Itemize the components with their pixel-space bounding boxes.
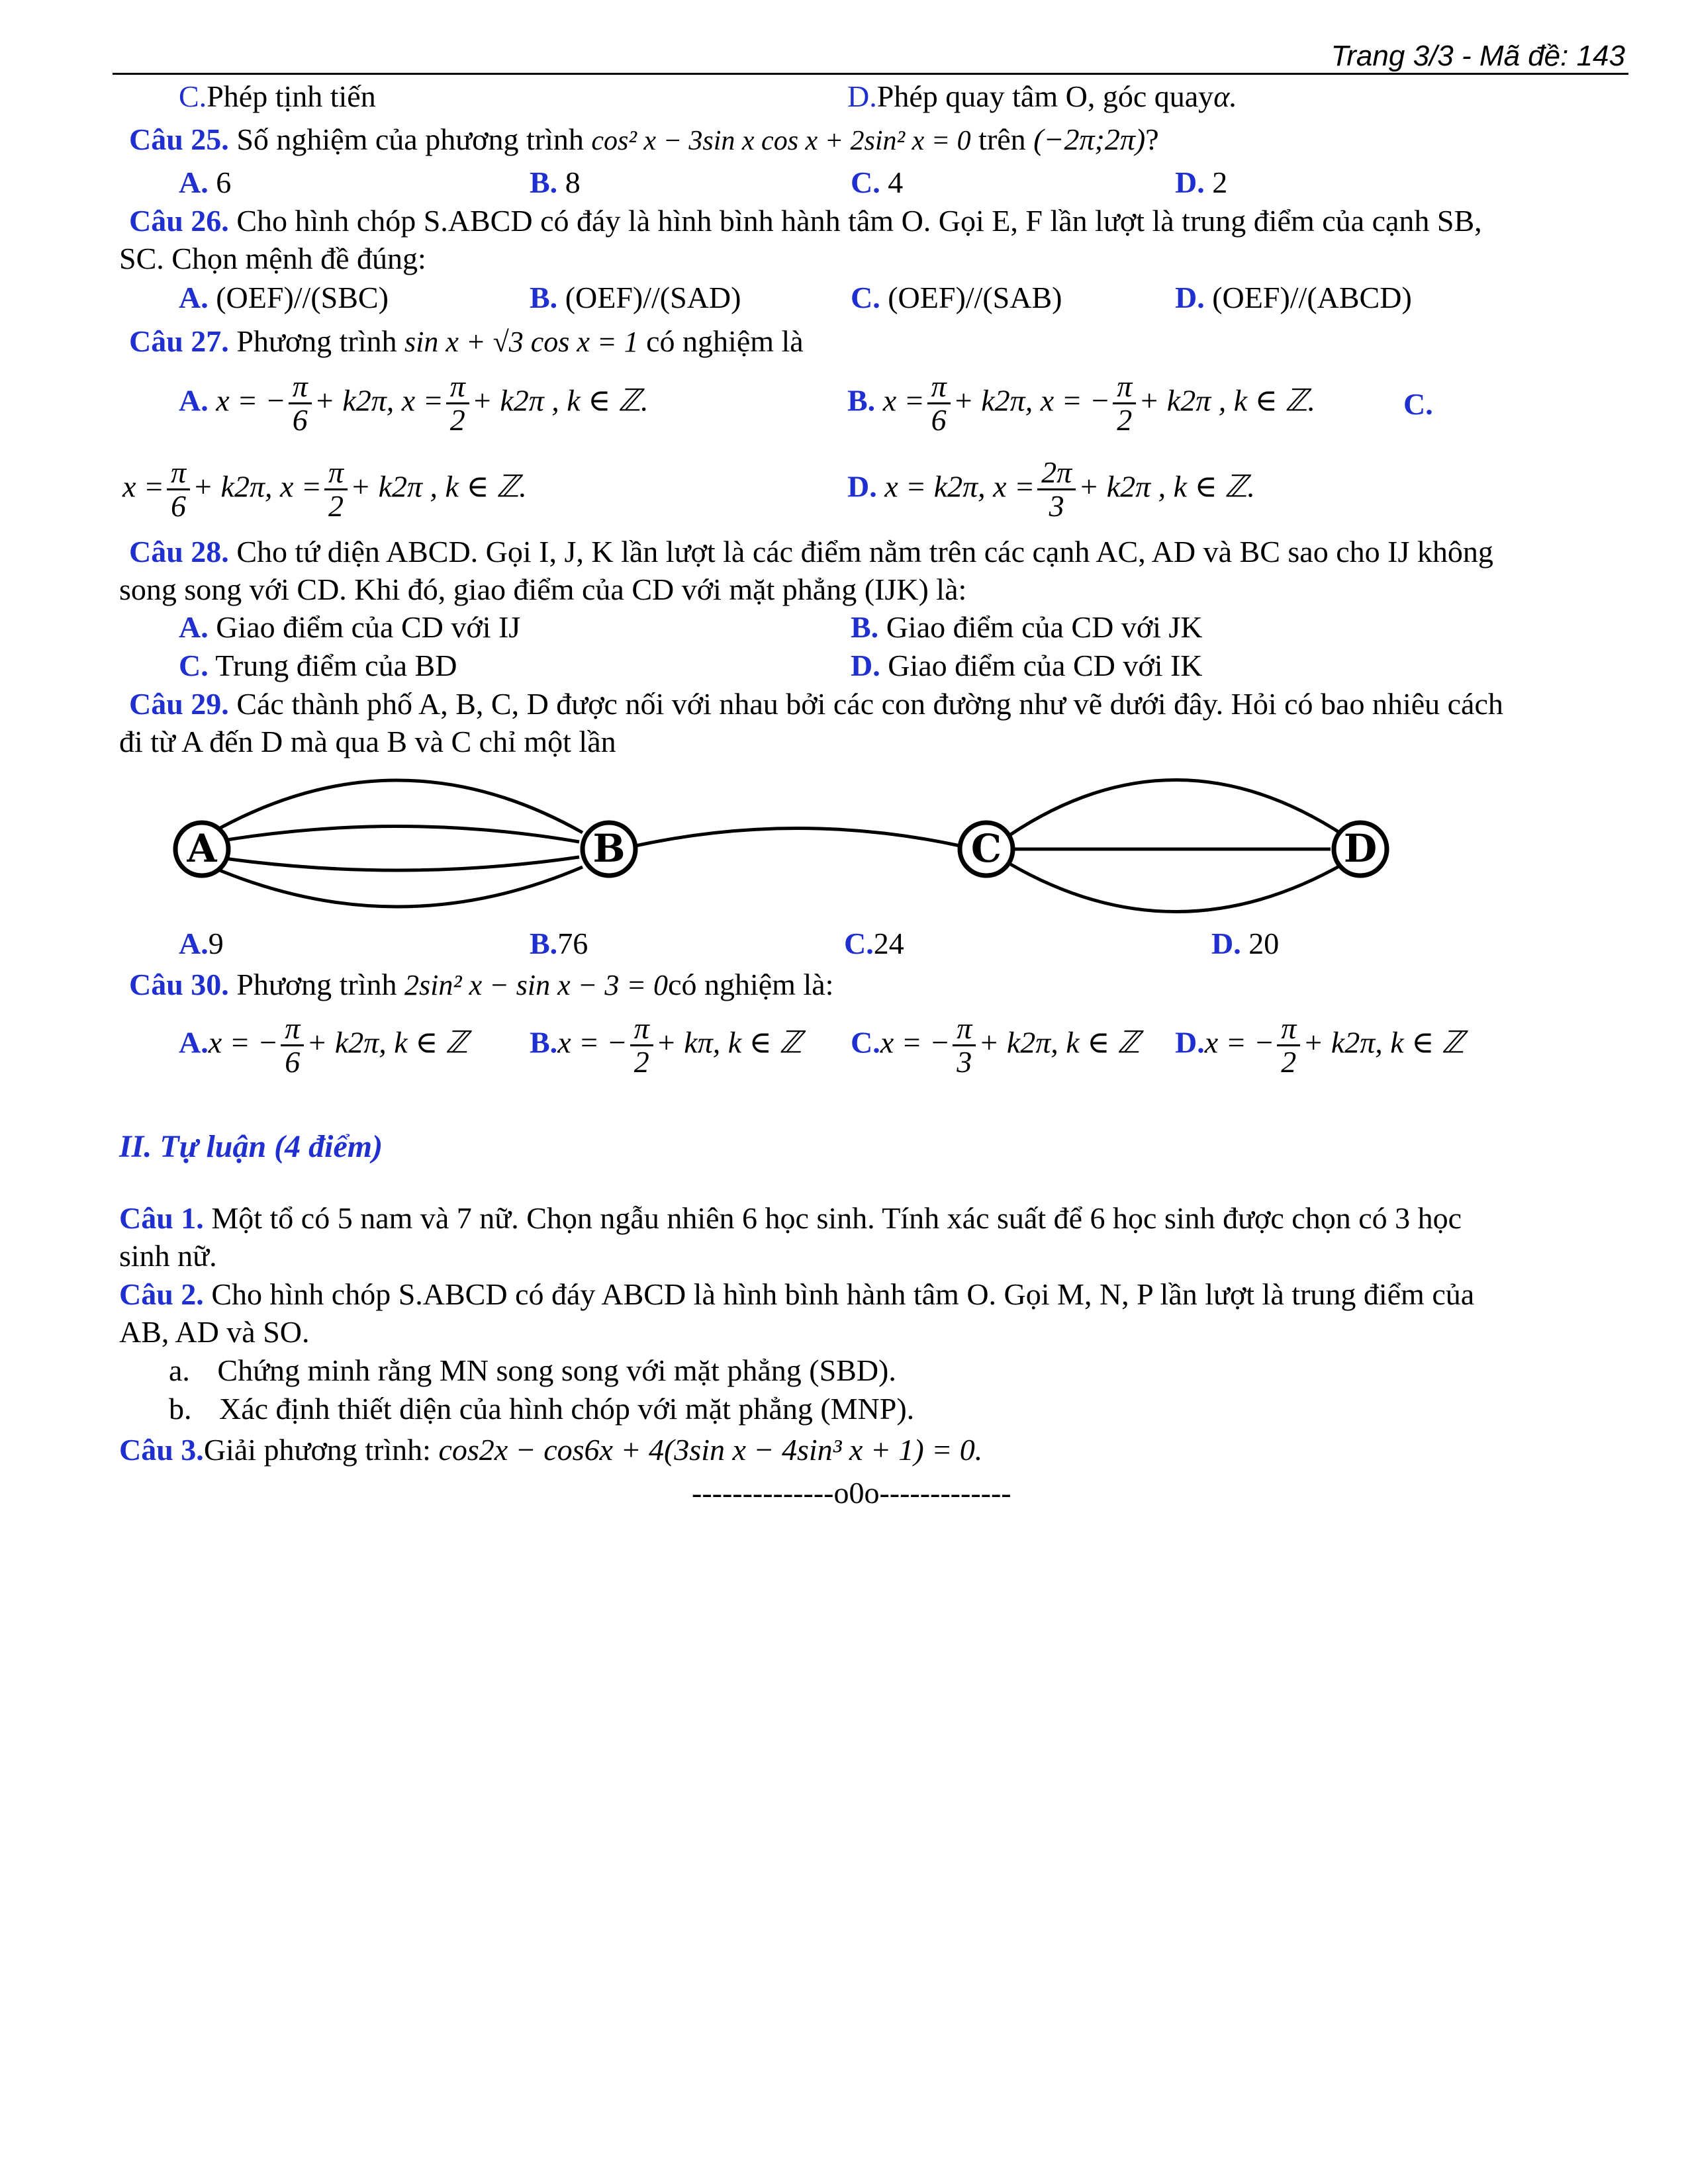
end-marker: --------------o0o-------------	[692, 1476, 1011, 1510]
part-text: Xác định thiết diện của hình chóp với mặt phẳng (MNP).	[219, 1392, 915, 1426]
q26-stem-line2: SC. Chọn mệnh đề đúng:	[119, 242, 426, 275]
option-label: D.	[1211, 927, 1241, 960]
question-label: Câu 2.	[119, 1277, 204, 1311]
option-math: x = −	[880, 1025, 951, 1060]
option-math: + k2π , k ∈ ℤ.	[350, 469, 527, 504]
option-text: 76	[557, 927, 588, 960]
city-node-d	[1334, 823, 1387, 876]
city-label: B	[592, 826, 626, 871]
q30-option-d[interactable]	[1175, 1013, 1464, 1079]
question-text: có nghiệm là:	[668, 968, 834, 1001]
option-math: + k2π, x =	[193, 469, 322, 504]
part-text: Chứng minh rằng MN song song với mặt phẳng (SBD).	[217, 1353, 896, 1387]
option-math: + k2π, k ∈ ℤ	[978, 1025, 1141, 1060]
question-label: Câu 3.	[119, 1433, 204, 1467]
option-label: C.	[179, 649, 209, 682]
option-label: C.	[851, 281, 880, 314]
option-label: C.	[851, 165, 880, 199]
fraction-numerator: π	[167, 457, 190, 490]
fraction-numerator: π	[289, 371, 312, 404]
essay-q2-part-b	[169, 1392, 914, 1427]
option-label: A.	[179, 165, 209, 199]
option-text: Phép quay tâm O, góc quay	[876, 79, 1214, 113]
option-label: D.	[847, 79, 877, 113]
road-a-b-4	[212, 867, 583, 907]
question-equation: cos² x − 3sin x cos x + 2sin² x = 0	[591, 126, 971, 156]
city-label: D	[1343, 826, 1378, 871]
option-label: C.	[844, 927, 874, 960]
road-c-d-1	[1009, 780, 1344, 836]
question-text: Số nghiệm của phương trình	[236, 122, 584, 156]
option-text: Giao điểm của CD với IK	[888, 649, 1203, 682]
option-label: D.	[1175, 165, 1205, 199]
fraction-numerator: π	[446, 371, 469, 404]
fraction-numerator: π	[1113, 371, 1136, 404]
option-math: + k2π , k ∈ ℤ.	[1139, 383, 1315, 418]
essay-q2-line2: AB, AD và SO.	[119, 1315, 310, 1349]
essay-q1-line1	[119, 1201, 1462, 1236]
fraction-numerator: π	[927, 371, 951, 404]
q30-option-a[interactable]	[179, 1013, 468, 1079]
option-math: + k2π, k ∈ ℤ	[306, 1025, 469, 1060]
part-label: a.	[169, 1353, 190, 1387]
option-math: x = k2π, x =	[884, 469, 1035, 504]
option-label: D.	[1175, 281, 1205, 314]
option-math: x = −	[1204, 1025, 1275, 1060]
question-text: Cho hình chóp S.ABCD có đáy là hình bình hành tâm O. Gọi E, F lần lượt là trung điểm của cạnh SB,	[236, 204, 1482, 238]
page-header: Trang 3/3 - Mã đề: 143	[1331, 40, 1625, 72]
fraction-denominator: 6	[170, 489, 186, 523]
question-text: ?	[1145, 122, 1159, 156]
option-text: 6	[216, 165, 232, 199]
fraction-numerator: π	[1277, 1013, 1300, 1046]
q29-option-a[interactable]	[179, 927, 224, 962]
option-text: Phép tịnh tiến	[207, 79, 376, 113]
fraction-numerator: 2π	[1037, 457, 1076, 490]
essay-q3	[119, 1433, 982, 1468]
option-math: α.	[1213, 79, 1237, 113]
q30-stem	[129, 968, 833, 1003]
fraction-denominator: 2	[1281, 1045, 1297, 1079]
question-equation: 2sin² x − sin x − 3 = 0	[404, 969, 669, 1001]
option-text: (OEF)//(SAD)	[565, 281, 741, 314]
q29-option-c[interactable]	[844, 927, 904, 962]
option-math: x = −	[216, 383, 286, 418]
question-text: Phương trình	[236, 324, 397, 358]
option-label: B.	[851, 610, 879, 644]
option-label: C.	[179, 79, 207, 113]
city-label: A	[187, 826, 217, 871]
essay-q1-line2: sinh nữ.	[119, 1239, 217, 1273]
question-label: Câu 28.	[129, 535, 229, 569]
fraction-denominator: 2	[1117, 403, 1133, 437]
option-label: B.	[530, 1025, 558, 1060]
option-math: + k2π , k ∈ ℤ.	[1078, 469, 1255, 504]
question-text: Các thành phố A, B, C, D được nối với nhau bởi các con đường như vẽ dưới đây. Hỏi có bao nhiêu cách	[236, 687, 1503, 721]
question-label: Câu 25.	[129, 122, 229, 156]
option-text: 2	[1212, 165, 1228, 199]
question-label: Câu 1.	[119, 1201, 204, 1235]
q30-option-b[interactable]	[530, 1013, 802, 1079]
option-text: Trung điểm của BD	[215, 649, 457, 682]
fraction	[953, 1013, 976, 1079]
option-math: + kπ, k ∈ ℤ	[655, 1025, 802, 1060]
question-label: Câu 30.	[129, 968, 229, 1001]
fraction-denominator: 3	[1049, 489, 1064, 523]
q29-option-b[interactable]	[530, 927, 588, 962]
essay-q2-part-a	[169, 1353, 896, 1388]
city-label: C	[970, 826, 1002, 871]
option-label: C.	[1403, 387, 1433, 421]
option-math: x =	[882, 383, 925, 418]
fraction-numerator: π	[953, 1013, 976, 1046]
fraction-numerator: π	[324, 457, 348, 490]
question-text: Một tổ có 5 nam và 7 nữ. Chọn ngẫu nhiên 6 học sinh. Tính xác suất để 6 học sinh được chọn có 3 học	[211, 1201, 1462, 1235]
fraction-denominator: 6	[931, 403, 947, 437]
fraction	[1277, 1013, 1300, 1079]
question-equation: cos2x − cos6x + 4(3sin x − 4sin³ x + 1) = 0.	[438, 1433, 983, 1467]
option-label: A.	[179, 927, 209, 960]
option-math: x = −	[557, 1025, 628, 1060]
option-label: A.	[179, 281, 209, 314]
part-label: b.	[169, 1392, 192, 1426]
question-text: Phương trình	[236, 968, 397, 1001]
fraction-denominator: 2	[449, 403, 465, 437]
fraction-denominator: 2	[633, 1045, 649, 1079]
section-title: II. Tự luận (4 điểm)	[119, 1129, 383, 1164]
option-math: x = −	[208, 1025, 279, 1060]
question-label: Câu 27.	[129, 324, 229, 358]
question-text: có nghiệm là	[646, 324, 804, 358]
option-math: + k2π , k ∈ ℤ.	[471, 383, 649, 418]
city-node-b	[583, 823, 635, 876]
question-text: Cho tứ diện ABCD. Gọi I, J, K lần lượt là các điểm nằm trên các cạnh AC, AD và BC sao cho IJ không	[236, 535, 1493, 569]
city-node-a	[175, 823, 228, 876]
q29-option-d[interactable]	[1211, 927, 1279, 962]
option-text: Giao điểm của CD với JK	[886, 610, 1203, 644]
option-math: + k2π, x =	[314, 383, 444, 418]
road-b-c-1	[635, 829, 960, 846]
road-c-d-3	[1009, 864, 1344, 912]
question-text: Cho hình chóp S.ABCD có đáy ABCD là hình bình hành tâm O. Gọi M, N, P lần lượt là trung điểm của	[211, 1277, 1475, 1311]
fraction-denominator: 3	[957, 1045, 972, 1079]
option-text: (OEF)//(SAB)	[888, 281, 1062, 314]
question-label: Câu 26.	[129, 204, 229, 238]
option-text: 4	[888, 165, 904, 199]
question-label: Câu 29.	[129, 687, 229, 721]
fraction	[281, 1013, 304, 1079]
option-label: B.	[530, 281, 558, 314]
option-label: D.	[1175, 1025, 1205, 1060]
q28-stem-line2: song song với CD. Khi đó, giao điểm của CD với mặt phẳng (IJK) là:	[119, 572, 967, 606]
option-label: D.	[851, 649, 880, 682]
option-label: B.	[530, 927, 558, 960]
fraction	[630, 1013, 653, 1079]
option-text: (OEF)//(ABCD)	[1212, 281, 1412, 314]
roads	[212, 780, 1344, 912]
option-text: 9	[208, 927, 224, 960]
question-text: Giải phương trình:	[203, 1433, 431, 1467]
question-text: trên	[978, 122, 1026, 156]
fraction-denominator: 6	[285, 1045, 301, 1079]
option-text: (OEF)//(SBC)	[216, 281, 389, 314]
q29-stem-line2: đi từ A đến D mà qua B và C chỉ một lần	[119, 725, 616, 758]
road-a-b-2	[215, 827, 579, 842]
q30-option-c[interactable]	[851, 1013, 1140, 1079]
city-node-c	[960, 823, 1013, 876]
option-text: Giao điểm của CD với IJ	[216, 610, 521, 644]
option-label: D.	[847, 469, 877, 504]
question-equation: sin x + √3 cos x = 1	[404, 326, 639, 358]
option-math: + k2π, x = −	[953, 383, 1111, 418]
option-label: B.	[530, 165, 558, 199]
option-label: B.	[847, 383, 876, 418]
option-label: A.	[179, 1025, 209, 1060]
question-interval: (−2π;2π)	[1033, 122, 1146, 156]
option-math: x =	[122, 469, 164, 504]
fraction-numerator: π	[281, 1013, 304, 1046]
option-text: 8	[565, 165, 581, 199]
fraction-denominator: 6	[292, 403, 308, 437]
option-text: 20	[1248, 927, 1280, 960]
road-a-b-3	[215, 857, 579, 870]
option-label: A.	[179, 610, 209, 644]
option-math: + k2π, k ∈ ℤ	[1303, 1025, 1465, 1060]
fraction-denominator: 2	[328, 489, 344, 523]
option-label: A.	[179, 383, 209, 418]
fraction-numerator: π	[630, 1013, 653, 1046]
option-label: C.	[851, 1025, 880, 1060]
option-text: 24	[873, 927, 904, 960]
essay-q2-line1	[119, 1277, 1474, 1312]
